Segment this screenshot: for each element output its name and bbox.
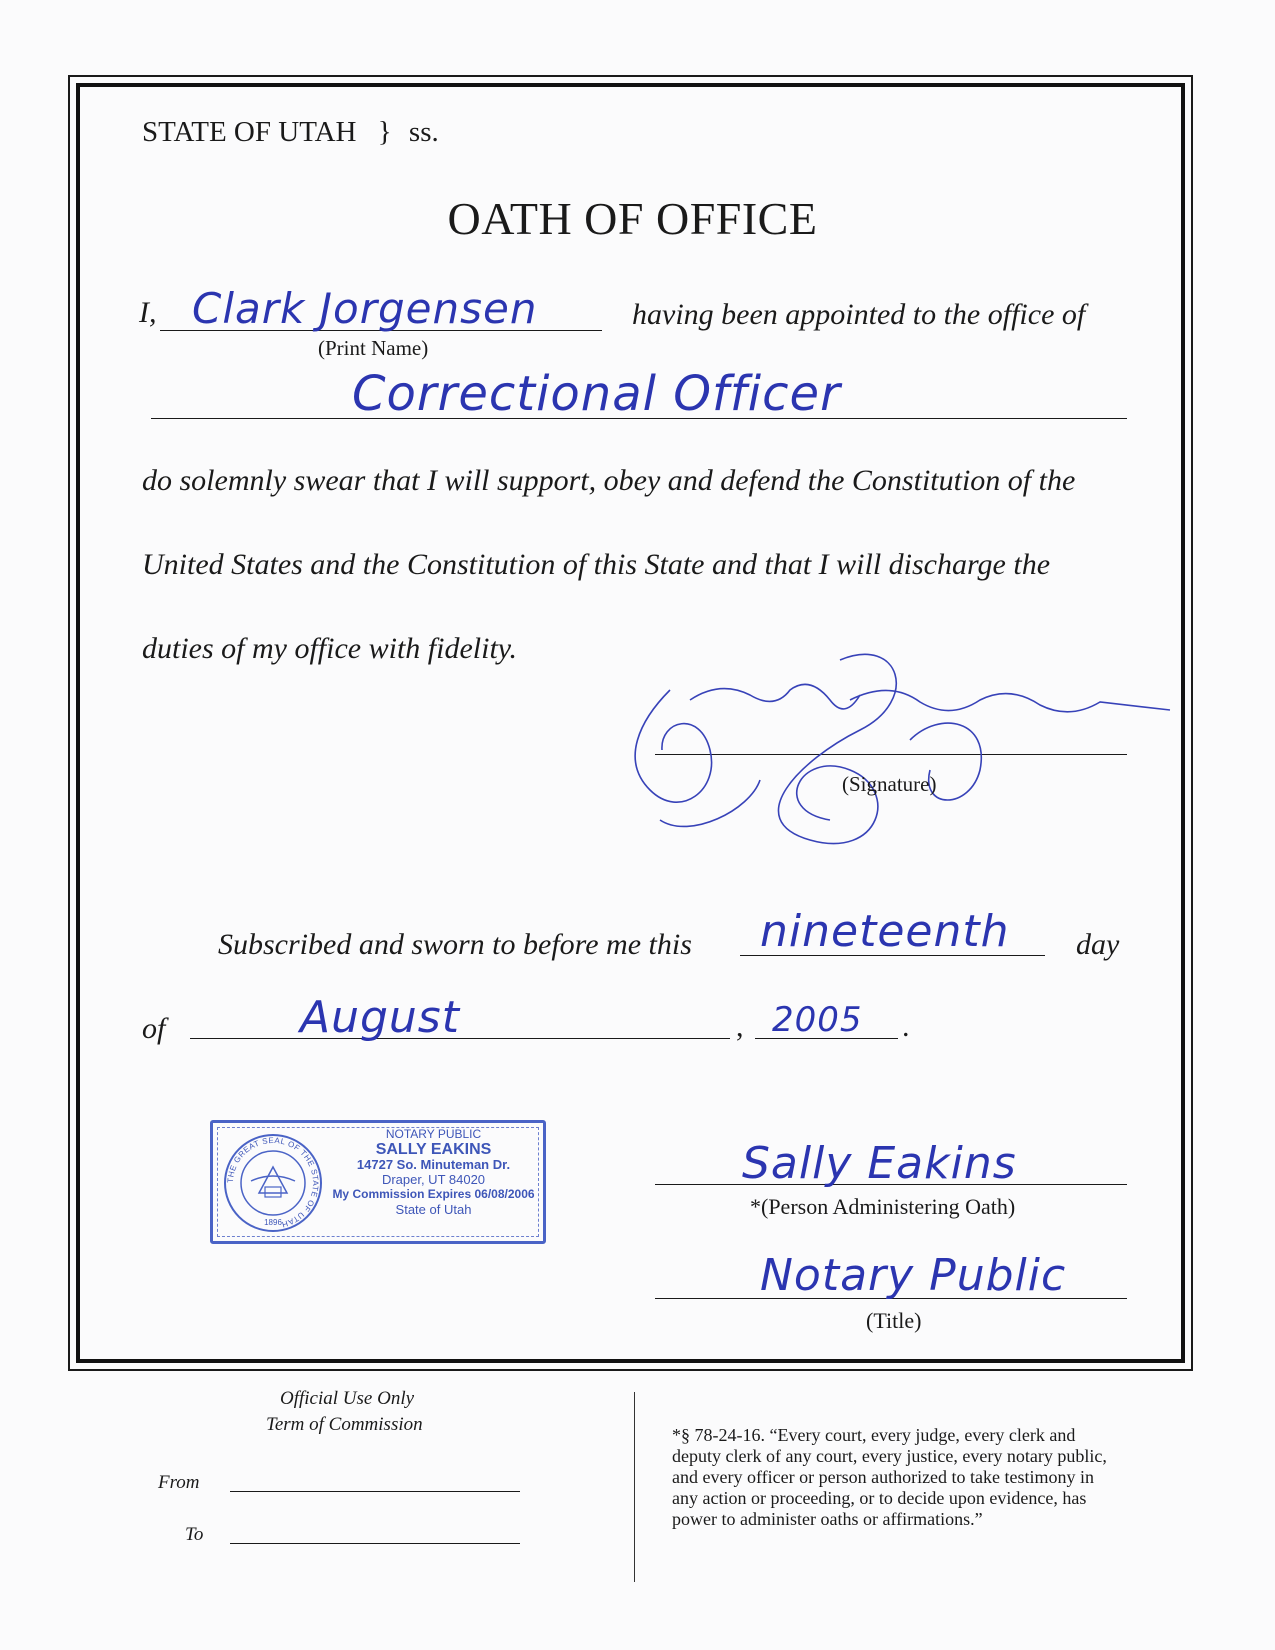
handwritten-year: 2005: [772, 1000, 863, 1040]
to-line: [230, 1543, 520, 1544]
handwritten-name: Clark Jorgensen: [192, 284, 538, 333]
administrator-caption: *(Person Administering Oath): [750, 1194, 1016, 1219]
state-seal-icon: [221, 1131, 325, 1235]
state-brace: }: [377, 116, 392, 148]
footnote: [672, 1425, 1107, 1530]
stamp-line-2: SALLY EAKINS: [375, 1141, 492, 1158]
to-label: To: [185, 1524, 204, 1545]
sworn-text: Subscribed and sworn to before me this: [218, 928, 692, 961]
signature-scribble: [600, 640, 1180, 870]
state-name: STATE OF UTAH: [142, 116, 357, 148]
date-comma: ,: [736, 1010, 744, 1043]
of-word: of: [142, 1012, 166, 1045]
oath-body-line-2: United States and the Constitution of this State and that I will discharge the: [142, 548, 1051, 581]
oath-prefix: I,: [139, 296, 157, 329]
appointed-text: having been appointed to the office of: [632, 298, 1086, 331]
handwritten-day: nineteenth: [760, 906, 1010, 957]
signature-caption: (Signature): [842, 772, 937, 796]
footer-divider: [634, 1392, 635, 1582]
footnote-line-3: and every officer or person authorized to take testimony in: [672, 1467, 1095, 1487]
title-caption: (Title): [866, 1308, 922, 1333]
oath-body-line-1: do solemnly swear that I will support, obey and defend the Constitution of the: [142, 464, 1076, 497]
handwritten-office: Correctional Officer: [352, 366, 841, 422]
state-header: [142, 116, 439, 149]
seal-ring-text: THE GREAT SEAL OF THE STATE OF UTAH: [225, 1135, 321, 1230]
month-line: [190, 1038, 730, 1039]
stamp-text: [328, 1127, 539, 1217]
official-use-label: Official Use Only: [280, 1388, 415, 1409]
stamp-line-6: State of Utah: [395, 1202, 472, 1217]
stamp-line-5: My Commission Expires 06/08/2006: [332, 1187, 535, 1201]
footnote-line-2: deputy clerk of any court, every justice, every notary public,: [672, 1446, 1107, 1466]
name-caption: (Print Name): [318, 336, 429, 360]
oath-body-line-3: duties of my office with fidelity.: [142, 632, 517, 665]
footnote-line-1: *§ 78-24-16. “Every court, every judge, every clerk and: [672, 1425, 1076, 1445]
handwritten-administrator: Sally Eakins: [742, 1138, 1017, 1189]
term-of-commission-label: Term of Commission: [266, 1414, 423, 1435]
from-line: [230, 1491, 520, 1492]
day-word: day: [1076, 928, 1120, 961]
stamp-line-4: Draper, UT 84020: [381, 1172, 486, 1187]
page-title: OATH OF OFFICE: [447, 193, 818, 244]
stamp-line-1: NOTARY PUBLIC: [385, 1127, 482, 1141]
state-ss: ss.: [408, 116, 439, 148]
footnote-line-5: power to administer oaths or affirmations.”: [672, 1509, 983, 1529]
handwritten-title: Notary Public: [760, 1250, 1067, 1301]
date-period: .: [902, 1010, 910, 1043]
from-label: From: [158, 1472, 200, 1493]
stamp-line-3: 14727 So. Minuteman Dr.: [356, 1157, 511, 1172]
notary-stamp: [210, 1120, 546, 1244]
seal-year: 1896: [264, 1218, 282, 1227]
footnote-line-4: any action or proceeding, or to decide upon evidence, has: [672, 1488, 1087, 1508]
handwritten-month: August: [300, 992, 460, 1043]
